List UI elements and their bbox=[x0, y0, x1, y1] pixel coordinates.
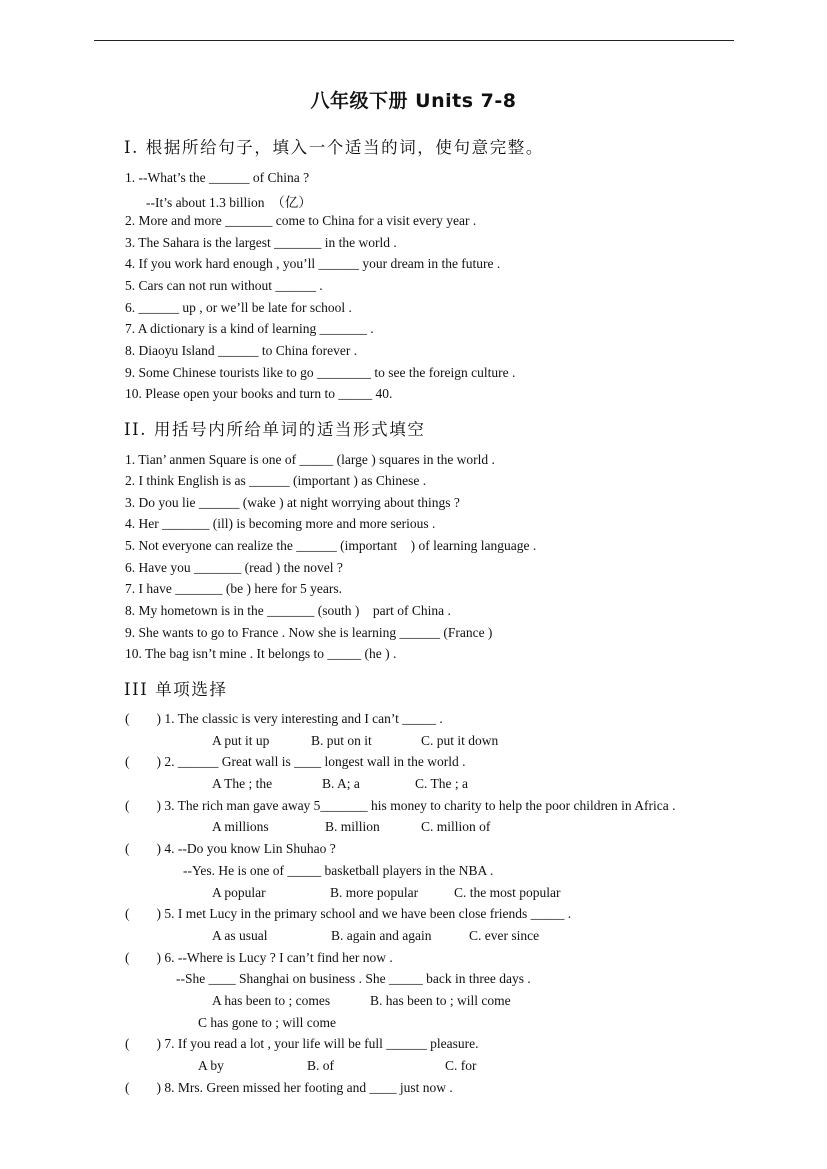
q4-option-c: C. the most popular bbox=[454, 885, 561, 900]
s1-item-1-answer: --It’s about 1.3 billion （亿） bbox=[146, 195, 312, 210]
s2-item-7: 7. I have _______ (be ) here for 5 years. bbox=[125, 581, 343, 596]
s1-item-8: 8. Diaoyu Island ______ to China forever . bbox=[125, 343, 358, 358]
s2-item-2: 2. I think English is as ______ (important ) as Chinese . bbox=[125, 473, 427, 488]
q1-option-b: B. put on it bbox=[311, 733, 372, 748]
q2-option-c: C. The ; a bbox=[415, 776, 468, 791]
q6-option-c: C has gone to ; will come bbox=[198, 1015, 336, 1030]
q2-stem: ( ) 2. ______ Great wall is ____ longest wall in the world . bbox=[125, 754, 466, 769]
q7-option-c: C. for bbox=[445, 1058, 477, 1073]
s2-item-3: 3. Do you lie ______ (wake ) at night worrying about things ? bbox=[125, 495, 460, 510]
q5-option-a: A as usual bbox=[212, 928, 268, 943]
q5-stem: ( ) 5. I met Lucy in the primary school and we have been close friends _____ . bbox=[125, 906, 572, 921]
q3-option-b: B. million bbox=[325, 819, 380, 834]
s1-item-3: 3. The Sahara is the largest _______ in the world . bbox=[125, 235, 397, 250]
s1-item-2: 2. More and more _______ come to China for a visit every year . bbox=[125, 213, 477, 228]
q6-reply: --She ____ Shanghai on business . She _____ back in three days . bbox=[176, 971, 531, 986]
q2-option-a: A The ; the bbox=[212, 776, 273, 791]
s2-item-4: 4. Her _______ (ill) is becoming more and more serious . bbox=[125, 516, 436, 531]
q3-option-a: A millions bbox=[212, 819, 269, 834]
q2-option-b: B. A; a bbox=[322, 776, 360, 791]
s1-item-7: 7. A dictionary is a kind of learning _______ . bbox=[125, 321, 374, 336]
q6-option-a: A has been to ; comes bbox=[212, 993, 331, 1008]
q7-option-a: A by bbox=[198, 1058, 224, 1073]
section-1-heading: I. 根据所给句子，填入一个适当的词，使句意完整。 bbox=[124, 138, 545, 157]
s2-item-9: 9. She wants to go to France . Now she is learning ______ (France ) bbox=[125, 625, 493, 640]
q5-option-b: B. again and again bbox=[331, 928, 432, 943]
q3-option-c: C. million of bbox=[421, 819, 491, 834]
section-2-heading: II. 用括号内所给单词的适当形式填空 bbox=[124, 420, 426, 439]
s2-item-8: 8. My hometown is in the _______ (south ) part of China . bbox=[125, 603, 451, 618]
q7-option-b: B. of bbox=[307, 1058, 334, 1073]
q1-stem: ( ) 1. The classic is very interesting and I can’t _____ . bbox=[125, 711, 443, 726]
s2-item-5: 5. Not everyone can realize the ______ (important ) of learning language . bbox=[125, 538, 537, 553]
s1-item-9: 9. Some Chinese tourists like to go ________ to see the foreign culture . bbox=[125, 365, 516, 380]
s1-item-4: 4. If you work hard enough , you’ll ______ your dream in the future . bbox=[125, 256, 501, 271]
s1-item-10: 10. Please open your books and turn to _____ 40. bbox=[125, 386, 393, 401]
q4-option-a: A popular bbox=[212, 885, 266, 900]
q3-stem: ( ) 3. The rich man gave away 5_______ his money to charity to help the poor children in Africa . bbox=[125, 798, 676, 813]
q4-stem: ( ) 4. --Do you know Lin Shuhao ? bbox=[125, 841, 336, 856]
header-rule bbox=[94, 40, 734, 41]
s1-item-1: 1. --What’s the ______ of China ? bbox=[125, 170, 310, 185]
q4-option-b: B. more popular bbox=[330, 885, 419, 900]
q1-option-c: C. put it down bbox=[421, 733, 499, 748]
q1-option-a: A put it up bbox=[212, 733, 270, 748]
s2-item-10: 10. The bag isn’t mine . It belongs to _____ (he ) . bbox=[125, 646, 397, 661]
s1-item-5: 5. Cars can not run without ______ . bbox=[125, 278, 323, 293]
q5-option-c: C. ever since bbox=[469, 928, 540, 943]
page-title: 八年级下册 Units 7-8 bbox=[310, 90, 517, 112]
q7-stem: ( ) 7. If you read a lot , your life will be full ______ pleasure. bbox=[125, 1036, 479, 1051]
s2-item-1: 1. Tian’ anmen Square is one of _____ (large ) squares in the world . bbox=[125, 452, 495, 467]
q8-stem: ( ) 8. Mrs. Green missed her footing and ____ just now . bbox=[125, 1080, 453, 1095]
section-3-heading: III 单项选择 bbox=[124, 680, 228, 699]
s1-item-6: 6. ______ up , or we’ll be late for school . bbox=[125, 300, 352, 315]
q6-option-b: B. has been to ; will come bbox=[370, 993, 511, 1008]
s2-item-6: 6. Have you _______ (read ) the novel ? bbox=[125, 560, 343, 575]
q4-reply: --Yes. He is one of _____ basketball players in the NBA . bbox=[183, 863, 494, 878]
q6-stem: ( ) 6. --Where is Lucy ? I can’t find her now . bbox=[125, 950, 393, 965]
